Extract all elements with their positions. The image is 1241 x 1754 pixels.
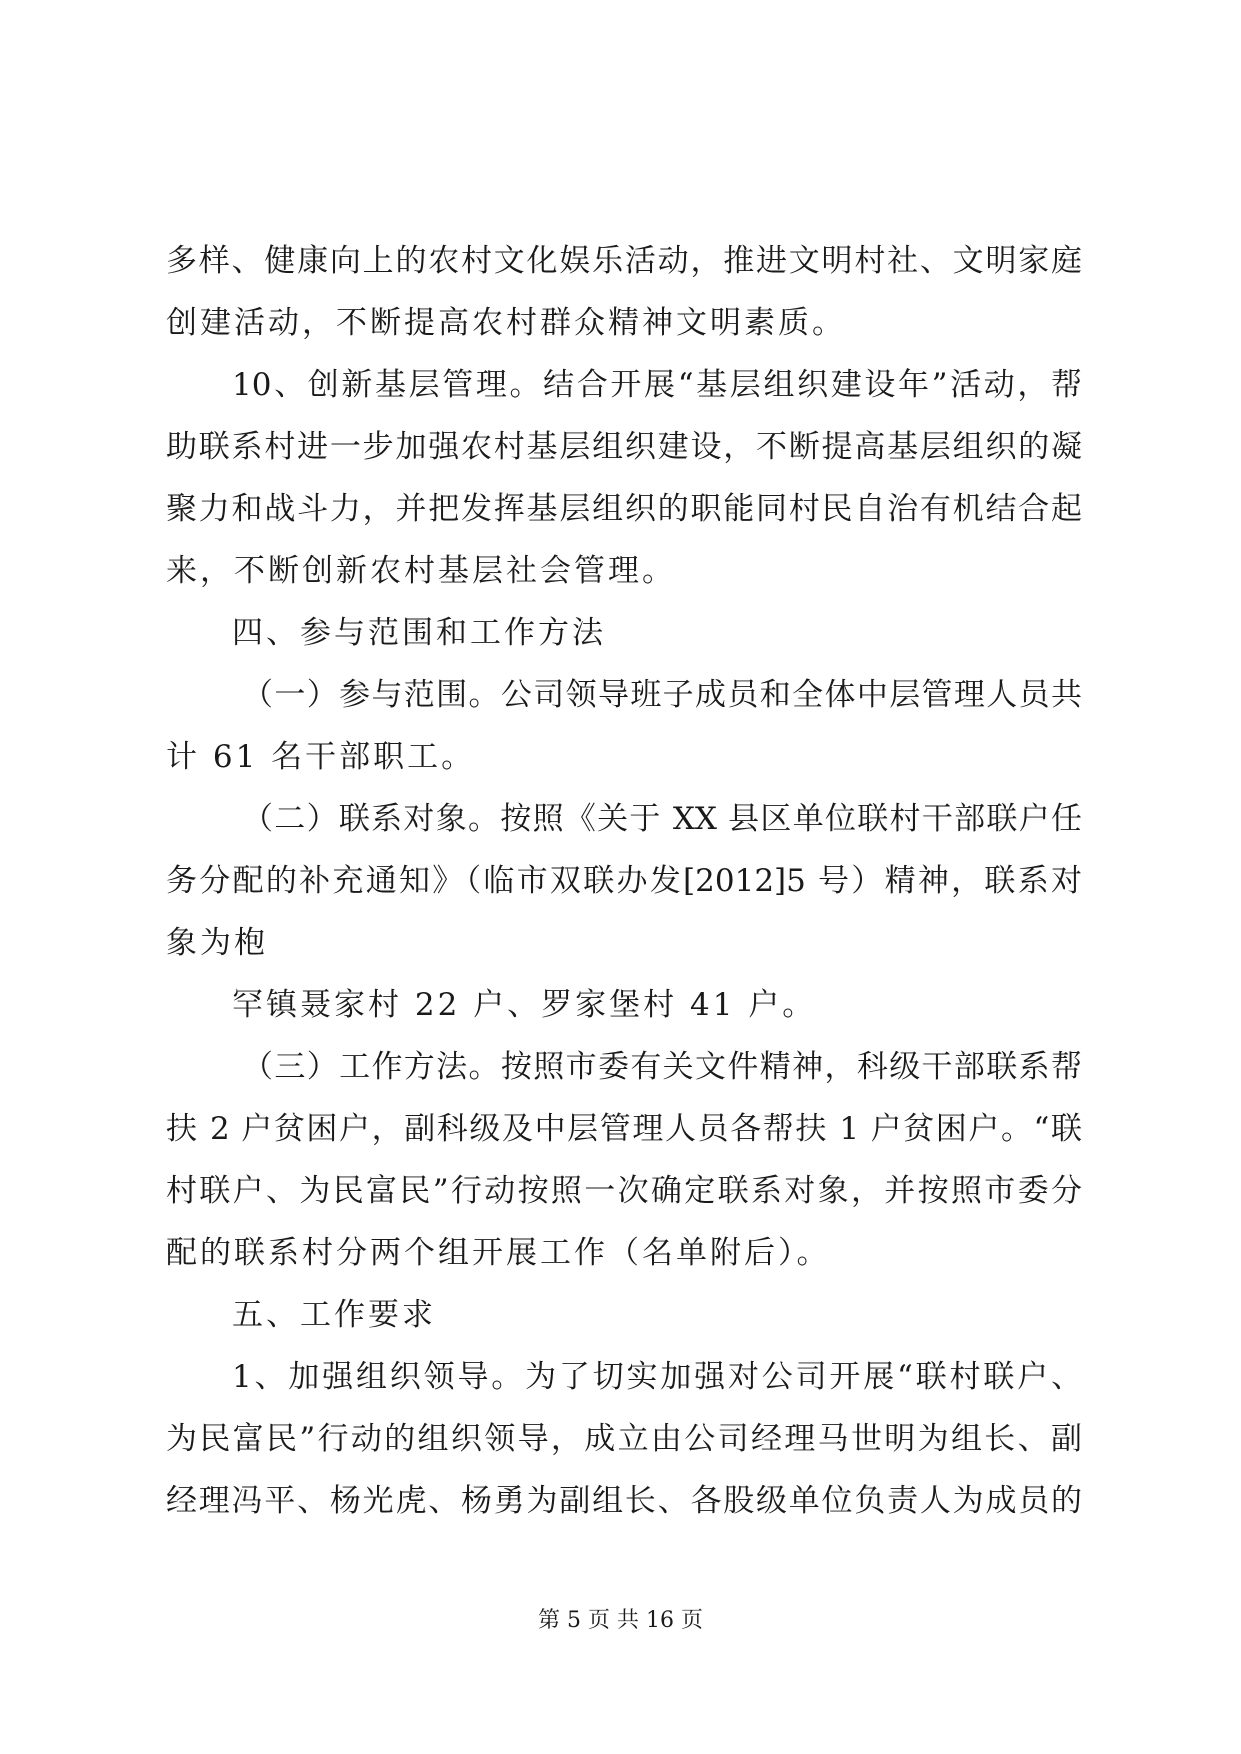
text-line: 聚力和战斗力，并把发挥基层组织的职能同村民自治有机结合起 — [166, 491, 1082, 527]
text-line: 多样、健康向上的农村文化娱乐活动，推进文明村社、文明家庭 — [166, 243, 1082, 279]
page-number: 第 5 页 共 16 页 — [538, 1608, 703, 1633]
text-line: （二）联系对象。按照《关于 XX 县区单位联村干部联户任 — [242, 801, 1082, 837]
text-line: （三）工作方法。按照市委有关文件精神，科级干部联系帮 — [242, 1049, 1082, 1085]
text-line: 配的联系村分两个组开展工作（名单附后）。 — [166, 1235, 831, 1271]
text-line: （一）参与范围。公司领导班子成员和全体中层管理人员共 — [242, 677, 1082, 713]
text-line: 经理冯平、杨光虎、杨勇为副组长、各股级单位负责人为成员的 — [166, 1483, 1082, 1519]
text-line: 罕镇聂家村 22 户、罗家堡村 41 户。 — [232, 987, 817, 1023]
text-line: 村联户、为民富民”行动按照一次确定联系对象，并按照市委分 — [166, 1173, 1082, 1209]
text-line: 来，不断创新农村基层社会管理。 — [166, 553, 676, 589]
text-line: 10、创新基层管理。结合开展“基层组织建设年”活动，帮 — [232, 367, 1082, 403]
text-line: 计 61 名干部职工。 — [166, 739, 476, 775]
document-body — [166, 230, 1082, 1532]
text-line: 象为枹 — [166, 925, 268, 961]
text-line: 扶 2 户贫困户，副科级及中层管理人员各帮扶 1 户贫困户。“联 — [166, 1111, 1082, 1147]
text-line: 1、加强组织领导。为了切实加强对公司开展“联村联户、 — [232, 1359, 1082, 1395]
section-heading: 四、参与范围和工作方法 — [232, 615, 606, 651]
text-line: 为民富民”行动的组织领导，成立由公司经理马世明为组长、副 — [166, 1421, 1082, 1457]
text-line: 务分配的补充通知》（临市双联办发[2012]5 号）精神，联系对 — [166, 863, 1082, 899]
text-line: 创建活动，不断提高农村群众精神文明素质。 — [166, 305, 846, 341]
text-line: 助联系村进一步加强农村基层组织建设，不断提高基层组织的凝 — [166, 429, 1082, 465]
section-heading: 五、工作要求 — [232, 1297, 436, 1333]
